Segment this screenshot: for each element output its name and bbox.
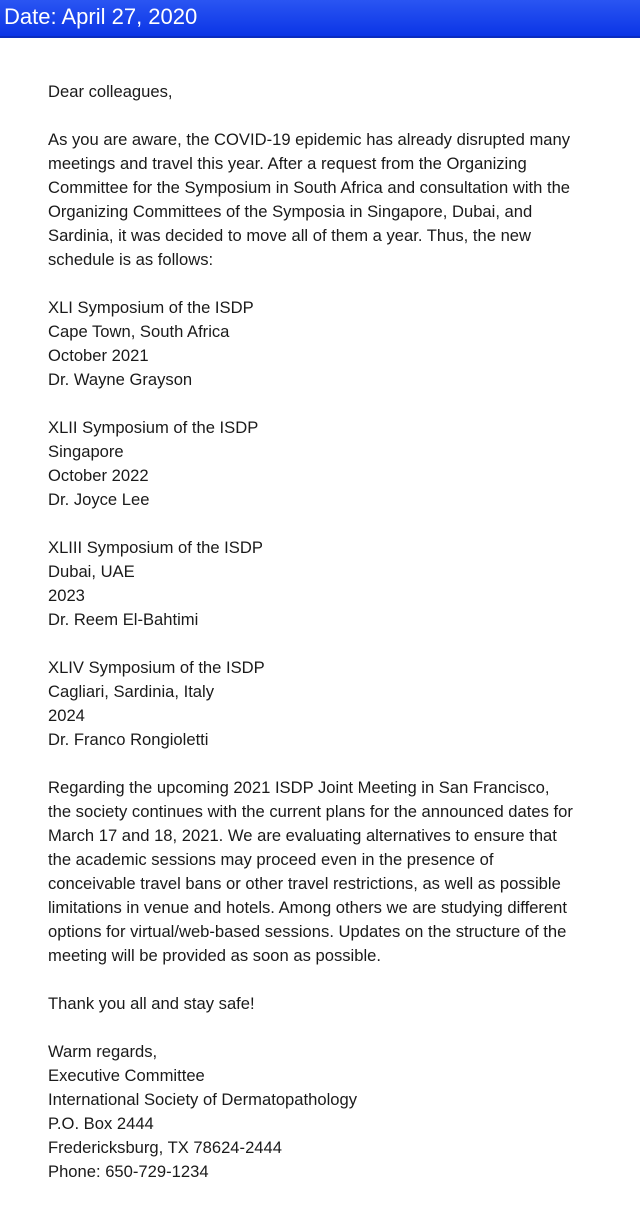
signature-po-box: P.O. Box 2444 xyxy=(48,1114,154,1133)
symposium-location: Dubai, UAE xyxy=(48,562,135,581)
signature-phone: Phone: 650-729-1234 xyxy=(48,1162,209,1181)
letter-body xyxy=(48,80,640,1208)
signature-block xyxy=(48,1040,640,1184)
signature-city: Fredericksburg, TX 78624-2444 xyxy=(48,1138,282,1157)
symposium-location: Cape Town, South Africa xyxy=(48,322,230,341)
intro-line: As you are aware, the COVID-19 epidemic has already disrupted many xyxy=(48,130,571,149)
symposium-title: XLII Symposium of the ISDP xyxy=(48,418,259,437)
intro-paragraph xyxy=(48,128,640,272)
intro-line: Sardinia, it was decided to move all of them a year. Thus, the new xyxy=(48,226,532,245)
update-line: limitations in venue and hotels. Among others we are studying different xyxy=(48,898,568,917)
symposium-entry-xliv xyxy=(48,656,640,752)
update-line: March 17 and 18, 2021. We are evaluating alternatives to ensure that xyxy=(48,826,557,845)
symposium-date: 2023 xyxy=(48,586,85,605)
symposium-title: XLIV Symposium of the ISDP xyxy=(48,658,265,677)
symposium-entry-xlii xyxy=(48,416,640,512)
symposium-entry-xli xyxy=(48,296,640,392)
date-header-text: Date: April 27, 2020 xyxy=(4,4,198,29)
date-header-bar xyxy=(0,0,640,38)
update-line: options for virtual/web-based sessions. Updates on the structure of the xyxy=(48,922,567,941)
update-line: meeting will be provided as soon as possible. xyxy=(48,946,381,965)
symposium-chair: Dr. Joyce Lee xyxy=(48,490,150,509)
symposium-title: XLIII Symposium of the ISDP xyxy=(48,538,263,557)
intro-line: meetings and travel this year. After a request from the Organizing xyxy=(48,154,527,173)
update-line: the society continues with the current plans for the announced dates for xyxy=(48,802,573,821)
signature-committee: Executive Committee xyxy=(48,1066,205,1085)
update-paragraph xyxy=(48,776,640,968)
symposium-date: October 2021 xyxy=(48,346,149,365)
signature-organization: International Society of Dermatopathology xyxy=(48,1090,358,1109)
symposium-date: October 2022 xyxy=(48,466,149,485)
update-line: the academic sessions may proceed even in the presence of xyxy=(48,850,494,869)
symposium-location: Singapore xyxy=(48,442,124,461)
update-line: Regarding the upcoming 2021 ISDP Joint Meeting in San Francisco, xyxy=(48,778,550,797)
symposium-chair: Dr. Franco Rongioletti xyxy=(48,730,209,749)
signature-regards: Warm regards, xyxy=(48,1042,158,1061)
symposium-entry-xliii xyxy=(48,536,640,632)
symposium-date: 2024 xyxy=(48,706,85,725)
symposium-location: Cagliari, Sardinia, Italy xyxy=(48,682,215,701)
intro-line: Committee for the Symposium in South Africa and consultation with the xyxy=(48,178,571,197)
symposium-chair: Dr. Reem El-Bahtimi xyxy=(48,610,199,629)
update-line: conceivable travel bans or other travel restrictions, as well as possible xyxy=(48,874,561,893)
intro-line: schedule is as follows: xyxy=(48,250,214,269)
intro-line: Organizing Committees of the Symposia in Singapore, Dubai, and xyxy=(48,202,533,221)
symposium-title: XLI Symposium of the ISDP xyxy=(48,298,254,317)
greeting: Dear colleagues, xyxy=(48,82,173,101)
closing-line: Thank you all and stay safe! xyxy=(48,994,255,1013)
symposium-chair: Dr. Wayne Grayson xyxy=(48,370,193,389)
